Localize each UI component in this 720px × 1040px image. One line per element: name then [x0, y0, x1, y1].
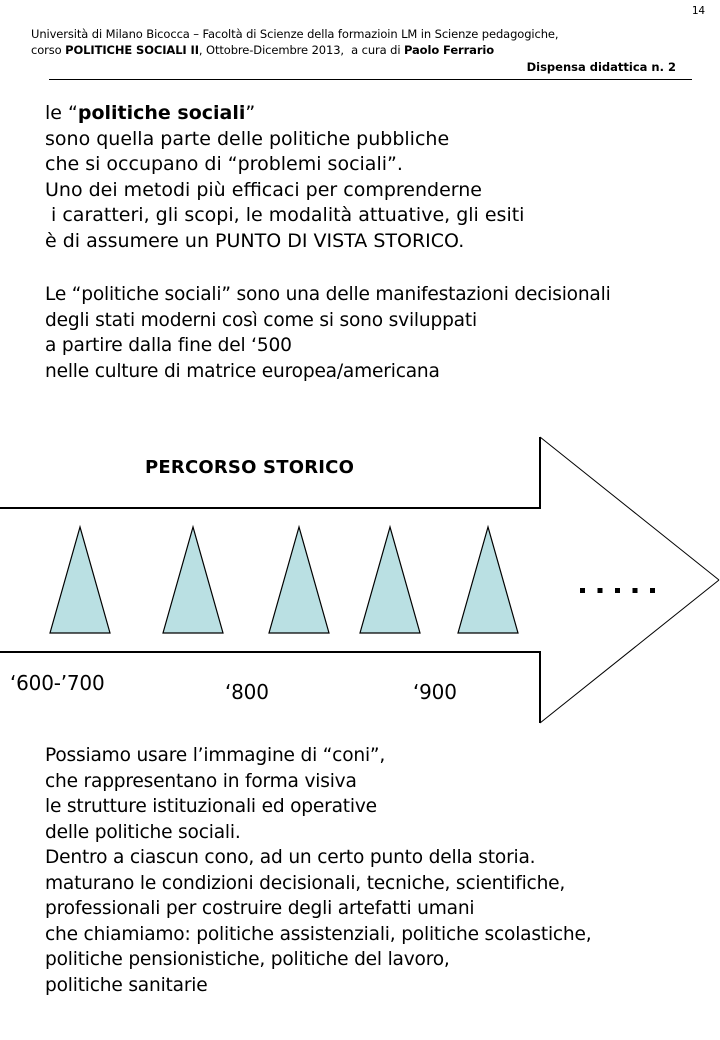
ellipsis-dot	[633, 588, 638, 593]
text-line: delle politiche sociali.	[45, 821, 241, 843]
ellipsis-dot	[580, 588, 585, 593]
text-line: che rappresentano in forma visiva	[45, 770, 357, 792]
text-line: nelle culture di matrice europea/americana	[45, 360, 440, 382]
year-label: ‘600-’700	[10, 671, 105, 695]
cone-5	[458, 527, 518, 633]
text-line: che si occupano di “problemi sociali”.	[45, 153, 403, 175]
page-number: 14	[691, 4, 705, 17]
cone-2	[163, 527, 223, 633]
timeline-arrow	[0, 437, 719, 723]
text-line: maturano le condizioni decisionali, tecniche, scientifiche,	[45, 872, 566, 894]
cone-3	[269, 527, 329, 633]
text-line: sono quella parte delle politiche pubbliche	[45, 127, 450, 150]
header-course-prefix: corso	[31, 43, 66, 57]
intro-paragraph	[45, 101, 524, 254]
text-line: politiche pensionistiche, politiche del lavoro,	[45, 949, 450, 970]
header-author: Paolo Ferrario	[404, 43, 495, 57]
text-line: professionali per costruire degli artefatti umani	[45, 898, 475, 919]
text-line: i caratteri, gli scopi, le modalità attuative, gli esiti	[45, 204, 525, 226]
ellipsis-dot	[650, 588, 655, 593]
year-label: ‘900	[413, 680, 457, 704]
text-line: Possiamo usare l’immagine di “coni”,	[45, 745, 386, 766]
text-line: le strutture istituzionali ed operative	[45, 796, 377, 817]
text-line: è di assumere un PUNTO DI VISTA STORICO.	[45, 229, 465, 252]
ellipsis-dot	[615, 588, 620, 593]
intro-prefix: le “	[45, 102, 78, 124]
header-handout-label: Dispensa didattica n. 2	[526, 60, 676, 74]
ellipsis-dot	[598, 588, 603, 593]
diagram-title: PERCORSO STORICO	[145, 457, 355, 478]
year-label: ‘800	[225, 680, 269, 704]
cone-4	[360, 527, 420, 633]
text-line: politiche sanitarie	[45, 974, 208, 996]
ellipsis-dots	[580, 588, 655, 593]
header-course	[31, 42, 494, 58]
header-course-dates: , Ottobre-Dicembre 2013, a cura di	[198, 43, 404, 57]
header-course-name: POLITICHE SOCIALI II	[65, 43, 199, 57]
text-line: che chiamiamo: politiche assistenziali, politiche scolastiche,	[45, 923, 592, 945]
cones-group	[50, 527, 518, 633]
text-line: Uno dei metodi più efficaci per comprenderne	[45, 178, 482, 201]
cones-explanation-paragraph	[45, 743, 591, 998]
intro-suffix: ”	[245, 102, 256, 124]
intro-first-line	[45, 101, 524, 127]
text-line: Le “politiche sociali” sono una delle manifestazioni decisionali	[45, 284, 611, 305]
intro-term-bold: politiche sociali	[77, 102, 246, 124]
header-divider	[49, 79, 692, 80]
arrow-head-lower-edge	[540, 580, 719, 723]
text-line: Dentro a ciascun cono, ad un certo punto della storia.	[45, 847, 536, 868]
arrow-head-upper-edge	[540, 437, 719, 580]
cone-1	[50, 527, 110, 633]
header-institution: Università di Milano Bicocca – Facoltà di Scienze della formazioin LM in Scienze pedagogiche,	[31, 27, 559, 41]
context-paragraph	[45, 282, 611, 384]
text-line: a partire dalla fine del ‘500	[45, 335, 292, 356]
text-line: degli stati moderni così come si sono sviluppati	[45, 309, 477, 331]
